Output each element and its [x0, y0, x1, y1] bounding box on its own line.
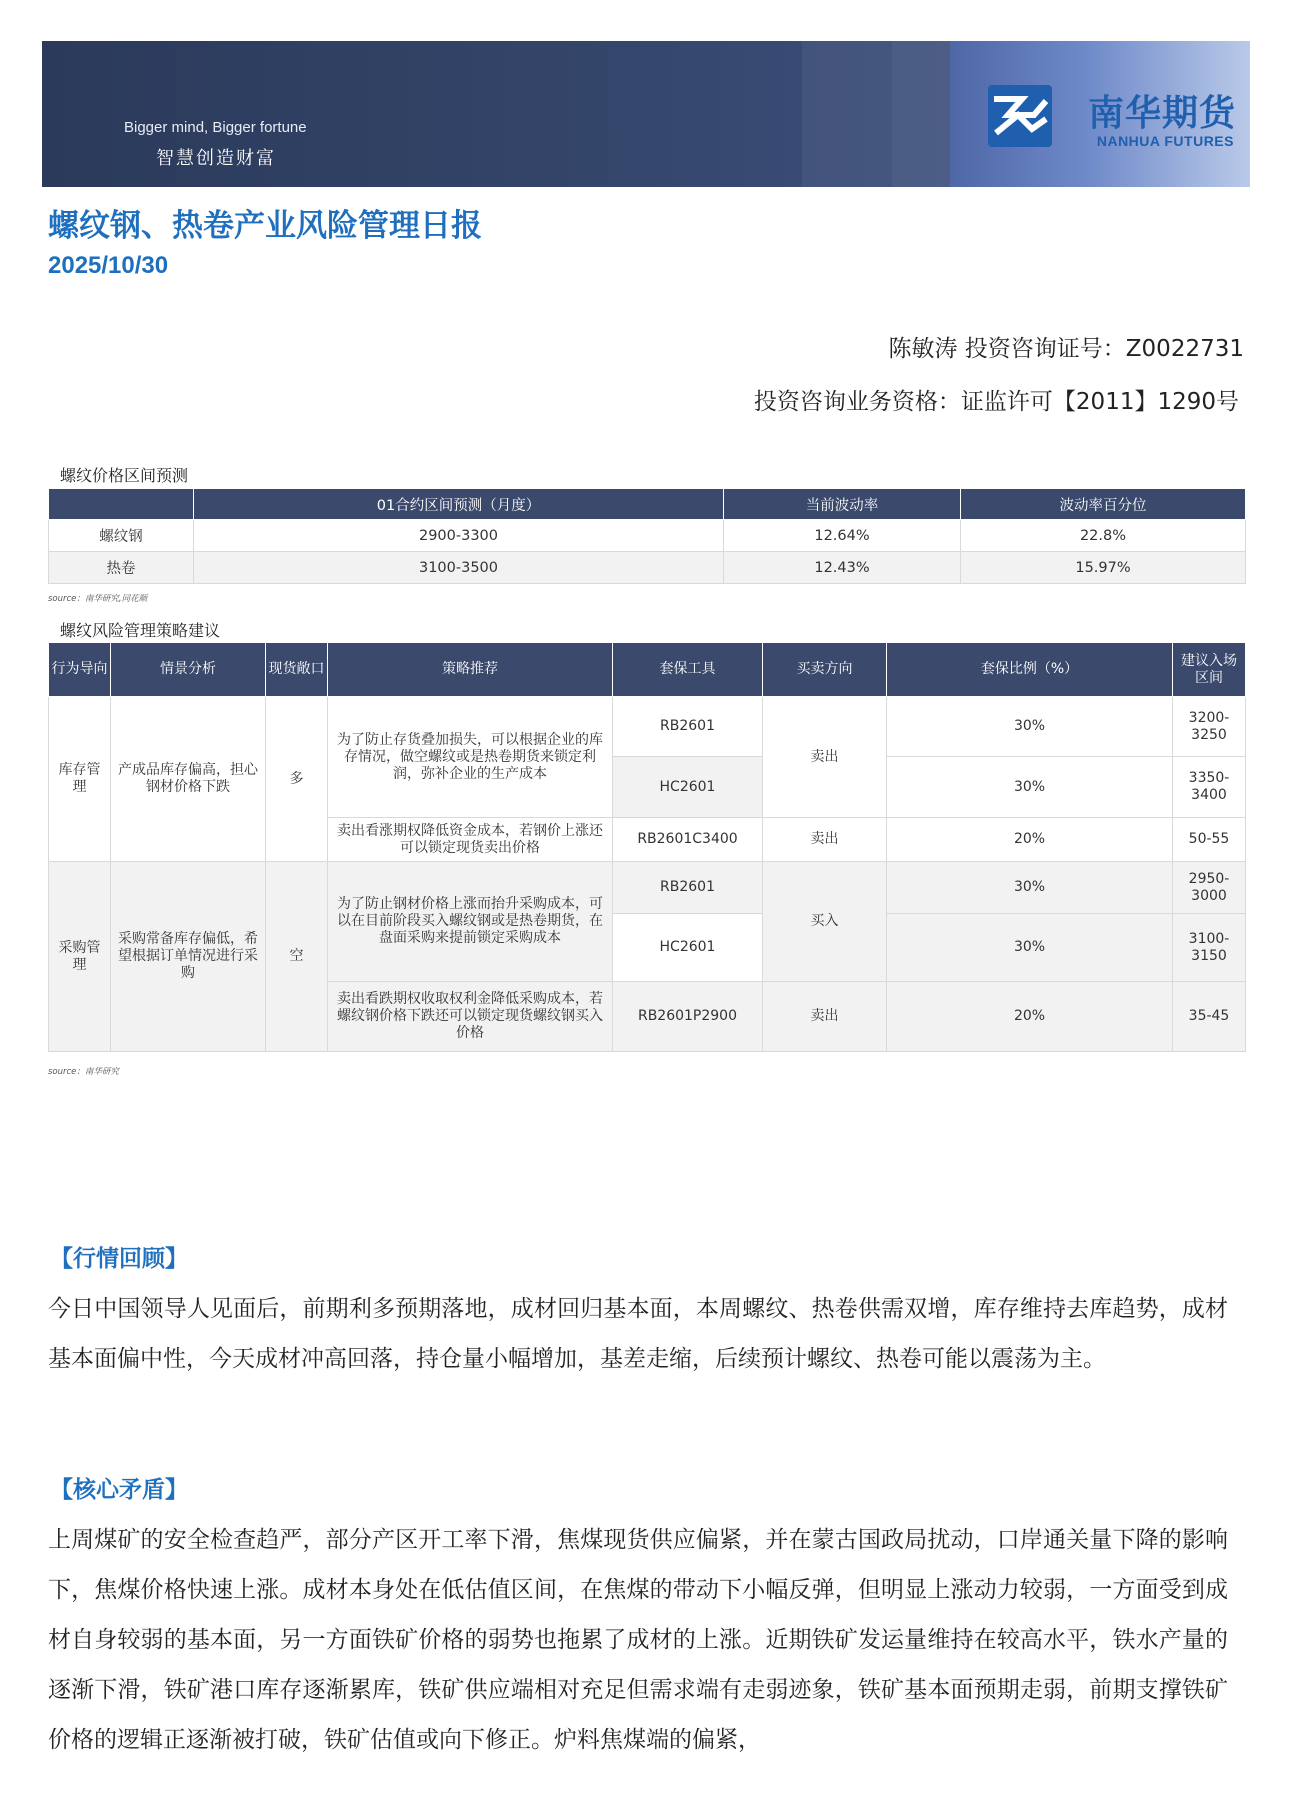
table-row: [49, 862, 1246, 914]
range-cell: 2950-3000: [1173, 862, 1246, 914]
strategy-table: [48, 642, 1246, 1052]
core-paragraph: 上周煤矿的安全检查趋严，部分产区开工率下滑，焦煤现货供应偏紧，并在蒙古国政局扰动，口岸通关量下降的影响下，焦煤价格快速上涨。成材本身处在低估值区间，在焦煤的带动下小幅反弹，但明显上涨动力较弱，一方面受到成材自身较弱的基本面，另一方面铁矿价格的弱势也拖累了成材的上涨。近期铁矿发运量维持在较高水平，铁水产量的逐渐下滑，铁矿港口库存逐渐累库，铁矿供应端相对充足但需求端有走弱迹象，铁矿基本面预期走弱，前期支撑铁矿价格的逻辑正逐渐被打破，铁矿估值或向下修正。炉料焦煤端的偏紧，: [48, 1527, 1228, 1753]
report-date: 2025/10/30: [48, 252, 169, 279]
column-header: 买卖方向: [763, 643, 887, 697]
table-cell: 12.43%: [724, 552, 961, 584]
range-cell: 3100-3150: [1173, 914, 1246, 982]
exposure-cell: 空: [266, 862, 328, 1052]
ratio-cell: 30%: [887, 914, 1173, 982]
table-cell: 热卷: [49, 552, 194, 584]
table-header-row: [49, 489, 1246, 520]
column-header: [49, 489, 194, 520]
scenario-cell: 采购常备库存偏低，希望根据订单情况进行采购: [111, 862, 266, 1052]
ratio-cell: 30%: [887, 697, 1173, 757]
banner-stripe: [802, 41, 892, 187]
column-header: 策略推荐: [328, 643, 613, 697]
column-header: 现货敞口: [266, 643, 328, 697]
report-title: 螺纹钢、热卷产业风险管理日报: [48, 208, 482, 244]
tool-cell: RB2601: [613, 862, 763, 914]
author-line: 陈敏涛 投资咨询证号：Z0022731: [888, 336, 1244, 362]
logo-text-en: NANHUA FUTURES: [1096, 133, 1234, 149]
scenario-cell: 产成品库存偏高，担心钢材价格下跌: [111, 697, 266, 862]
direction-cell: 卖出: [763, 982, 887, 1052]
qualification-line: 投资咨询业务资格：证监许可【2011】1290号: [753, 389, 1239, 415]
table-row: [49, 697, 1246, 757]
direction-cell: 卖出: [763, 697, 887, 818]
ratio-cell: 30%: [887, 757, 1173, 818]
table-cell: 22.8%: [961, 520, 1246, 552]
behavior-cell: 采购管理: [49, 862, 111, 1052]
tool-cell: RB2601: [613, 697, 763, 757]
tool-cell: RB2601P2900: [613, 982, 763, 1052]
slogan-cn: 智慧创造财富: [156, 148, 276, 169]
column-header: 行为导向: [49, 643, 111, 697]
strategy-cell: 卖出看跌期权收取权利金降低采购成本，若螺纹钢价格下跌还可以锁定现货螺纹钢买入价格: [328, 982, 613, 1052]
section-heading-core: 【核心矛盾】: [50, 1477, 188, 1503]
table-cell: 螺纹钢: [49, 520, 194, 552]
table-cell: 3100-3500: [194, 552, 724, 584]
ratio-cell: 20%: [887, 982, 1173, 1052]
tool-cell: HC2601: [613, 914, 763, 982]
price-forecast-table: [48, 488, 1246, 584]
strategy-table-title: 螺纹风险管理策略建议: [60, 621, 221, 640]
price-table-title: 螺纹价格区间预测: [60, 466, 189, 485]
strategy-cell: 卖出看涨期权降低资金成本，若钢价上涨还可以锁定现货卖出价格: [328, 818, 613, 862]
column-header: 当前波动率: [724, 489, 961, 520]
ratio-cell: 20%: [887, 818, 1173, 862]
column-header: 建议入场区间: [1173, 643, 1246, 697]
tool-cell: HC2601: [613, 757, 763, 818]
table-row: [49, 520, 1246, 552]
direction-cell: 卖出: [763, 818, 887, 862]
column-header: 波动率百分位: [961, 489, 1246, 520]
logo-text-cn: 南华期货: [1087, 93, 1236, 134]
direction-cell: 买入: [763, 862, 887, 982]
table-header-row: [49, 643, 1246, 697]
strategy-cell: 为了防止钢材价格上涨而抬升采购成本，可以在目前阶段买入螺纹钢或是热卷期货，在盘面采购来提前锁定采购成本: [328, 862, 613, 982]
behavior-cell: 库存管理: [49, 697, 111, 862]
table-cell: 15.97%: [961, 552, 1246, 584]
table-cell: 2900-3300: [194, 520, 724, 552]
column-header: 套保工具: [613, 643, 763, 697]
table-source: source：南华研究,同花顺: [48, 594, 148, 604]
ratio-cell: 30%: [887, 862, 1173, 914]
range-cell: 3350-3400: [1173, 757, 1246, 818]
range-cell: 3200-3250: [1173, 697, 1246, 757]
tool-cell: RB2601C3400: [613, 818, 763, 862]
column-header: 情景分析: [111, 643, 266, 697]
table-row: [49, 552, 1246, 584]
nanhua-logo-icon: [988, 85, 1052, 147]
range-cell: 35-45: [1173, 982, 1246, 1052]
header-banner: [42, 41, 1250, 187]
table-cell: 12.64%: [724, 520, 961, 552]
review-paragraph: 今日中国领导人见面后，前期利多预期落地，成材回归基本面，本周螺纹、热卷供需双增，库存维持去库趋势，成材基本面偏中性，今天成材冲高回落，持仓量小幅增加，基差走缩，后续预计螺纹、热卷可能以震荡为主。: [48, 1296, 1228, 1372]
exposure-cell: 多: [266, 697, 328, 862]
slogan-en: Bigger mind, Bigger fortune: [124, 119, 307, 136]
range-cell: 50-55: [1173, 818, 1246, 862]
strategy-cell: 为了防止存货叠加损失，可以根据企业的库存情况，做空螺纹或是热卷期货来锁定利润，弥补企业的生产成本: [328, 697, 613, 818]
column-header: 套保比例（%）: [887, 643, 1173, 697]
column-header: 01合约区间预测（月度）: [194, 489, 724, 520]
table-source: source：南华研究: [48, 1067, 119, 1077]
section-heading-review: 【行情回顾】: [50, 1246, 188, 1272]
